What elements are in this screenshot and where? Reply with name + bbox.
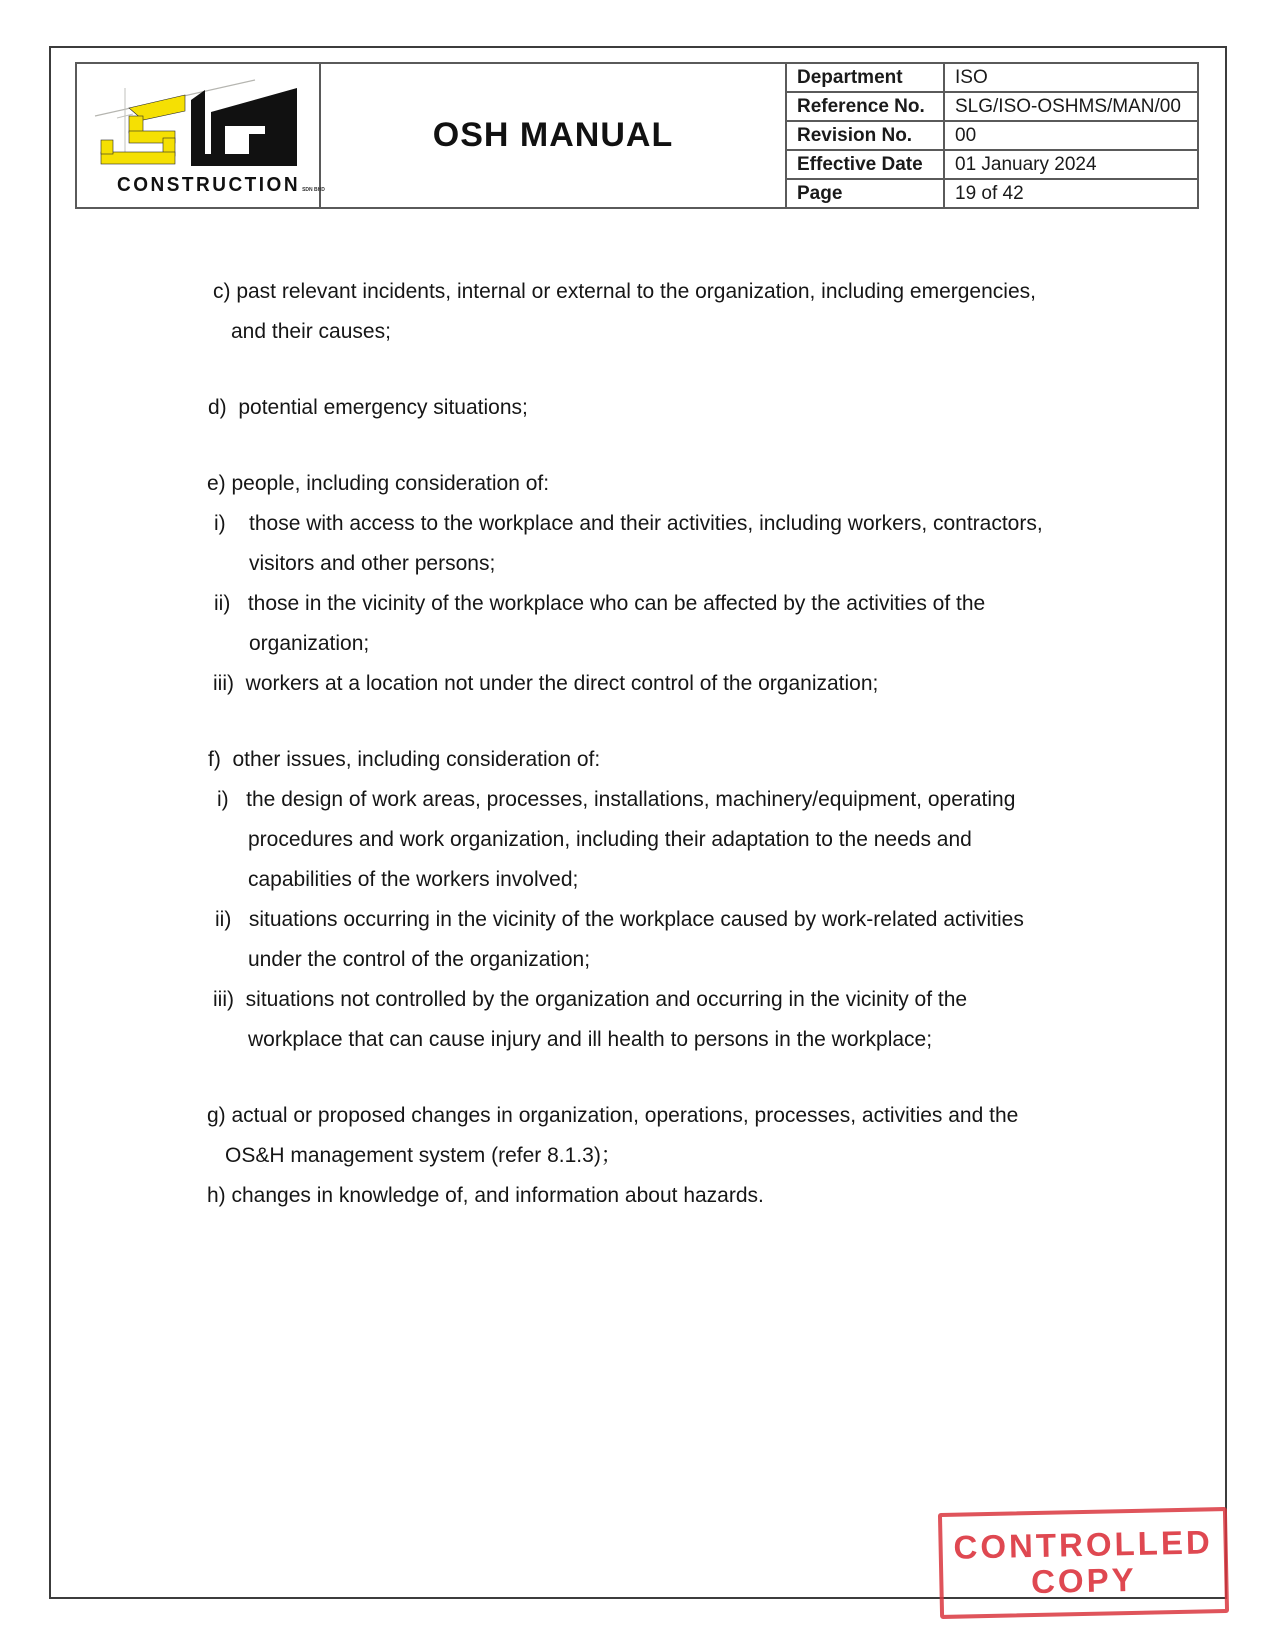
info-row-effective-date bbox=[787, 151, 1197, 180]
document-title: OSH MANUAL bbox=[432, 116, 674, 154]
info-label: Revision No. bbox=[787, 122, 945, 149]
slg-logo-icon bbox=[93, 76, 299, 174]
body-line: iii) situations not controlled by the organization and occurring in the vicinity of the bbox=[213, 988, 968, 1011]
body-line: e) people, including consideration of: bbox=[207, 472, 550, 495]
body-line: i) the design of work areas, processes, installations, machinery/equipment, operating bbox=[217, 788, 1016, 811]
info-value: 00 bbox=[955, 124, 977, 146]
body-line: procedures and work organization, including their adaptation to the needs and bbox=[248, 828, 972, 851]
document-header bbox=[75, 62, 1199, 209]
body-line: i) those with access to the workplace and their activities, including workers, contractors, bbox=[214, 512, 1043, 535]
company-logo bbox=[87, 74, 325, 199]
body-line: iii) workers at a location not under the direct control of the organization; bbox=[213, 672, 879, 695]
info-row-revision-no bbox=[787, 122, 1197, 151]
body-line: f) other issues, including consideration of: bbox=[208, 748, 601, 771]
body-line: h) changes in knowledge of, and information about hazards. bbox=[207, 1184, 764, 1207]
info-label: Reference No. bbox=[787, 93, 945, 120]
info-label: Page bbox=[787, 180, 945, 207]
body-line: OS&H management system (refer 8.1.3)； bbox=[225, 1144, 622, 1167]
info-label: Effective Date bbox=[787, 151, 945, 178]
title-cell bbox=[321, 64, 787, 207]
info-value: 19 of 42 bbox=[955, 182, 1024, 204]
body-line: capabilities of the workers involved; bbox=[248, 868, 579, 891]
logo-cell bbox=[77, 64, 325, 207]
info-row-reference-no bbox=[787, 93, 1197, 122]
logo-suffix-text: SDN BHD bbox=[302, 187, 325, 194]
controlled-copy-stamp bbox=[938, 1507, 1229, 1619]
info-value: 01 January 2024 bbox=[955, 153, 1097, 175]
logo-wordmark bbox=[117, 174, 325, 197]
body-line: ii) those in the vicinity of the workplace who can be affected by the activities of the bbox=[214, 592, 986, 615]
info-label: Department bbox=[787, 64, 945, 91]
body-line: workplace that can cause injury and ill health to persons in the workplace; bbox=[248, 1028, 933, 1051]
body-line: c) past relevant incidents, internal or external to the organization, including emergencies, bbox=[213, 280, 1036, 303]
body-line: under the control of the organization; bbox=[248, 948, 591, 971]
body-line: d) potential emergency situations; bbox=[208, 396, 528, 419]
info-row-department bbox=[787, 64, 1197, 93]
body-line: and their causes; bbox=[231, 320, 391, 343]
document-info-table bbox=[787, 64, 1197, 207]
logo-company-name: CONSTRUCTION bbox=[117, 174, 301, 197]
body-line: visitors and other persons; bbox=[249, 552, 496, 575]
info-value: ISO bbox=[955, 66, 988, 88]
body-line: organization; bbox=[249, 632, 370, 655]
stamp-text-line1: CONTROLLED bbox=[953, 1523, 1214, 1566]
body-line: ii) situations occurring in the vicinity of the workplace caused by work-related activities bbox=[215, 908, 1024, 931]
body-line: g) actual or proposed changes in organization, operations, processes, activities and the bbox=[207, 1104, 1019, 1127]
info-value: SLG/ISO-OSHMS/MAN/00 bbox=[955, 95, 1181, 117]
page-border bbox=[49, 46, 1227, 1599]
stamp-text-line2: COPY bbox=[1030, 1560, 1138, 1601]
info-row-page bbox=[787, 180, 1197, 207]
